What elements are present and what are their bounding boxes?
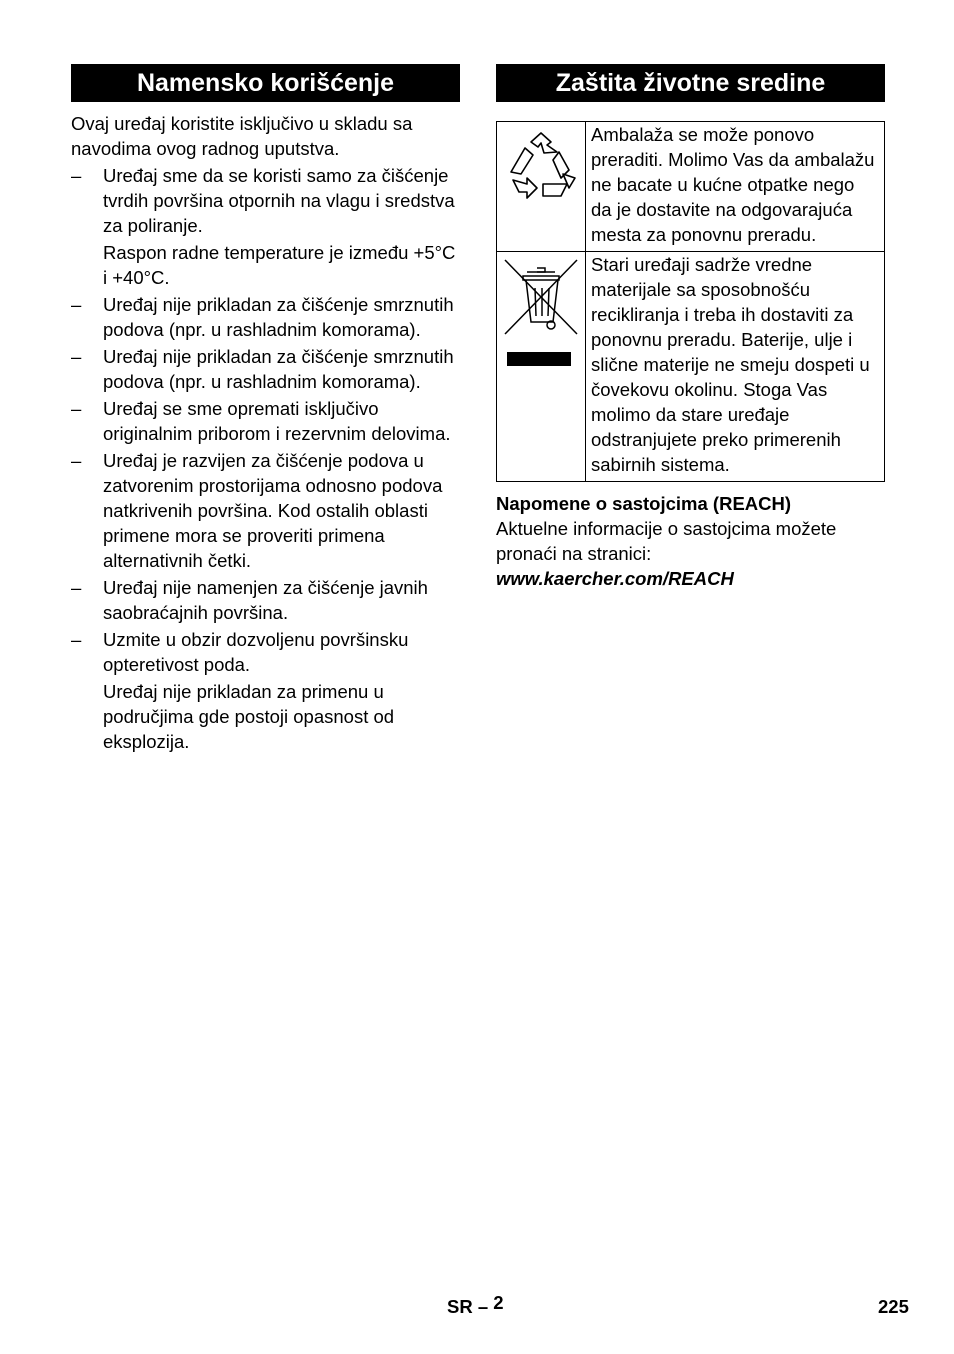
list-item — [71, 163, 460, 238]
footer-section-page: 2 — [493, 1292, 504, 1313]
list-dash: – — [71, 629, 82, 650]
intended-use-section — [71, 64, 460, 754]
list-dash: – — [71, 398, 82, 419]
footer-lang: SR — [447, 1296, 473, 1317]
intended-use-heading: Namensko korišćenje — [71, 64, 460, 102]
list-dash: – — [71, 346, 82, 367]
list-item-text: Uzmite u obzir dozvoljenu površinsku opteretivost poda. — [103, 629, 409, 675]
list-item — [71, 344, 460, 394]
footer-language — [447, 1292, 504, 1318]
list-item-note: Uređaj nije prikladan za primenu u područjima gde postoji opasnost od eksplozija. — [103, 681, 395, 752]
list-dash: – — [71, 165, 82, 186]
list-dash: – — [71, 450, 82, 471]
list-item-note: Raspon radne temperature je između +5°C i +40°C. — [103, 242, 456, 288]
table-row — [497, 122, 885, 252]
list-item-text: Uređaj nije namenjen za čišćenje javnih saobraćajnih površina. — [103, 577, 428, 623]
icon-cell — [497, 252, 586, 482]
crossed-out-wheelie-bin-icon — [497, 252, 585, 372]
list-item-text: Uređaj nije prikladan za čišćenje smrznutih podova (npr. u rashladnim komorama). — [103, 346, 454, 392]
icon-cell — [497, 122, 586, 252]
environment-table — [496, 121, 885, 482]
environment-heading: Zaštita životne sredine — [496, 64, 885, 102]
list-item — [71, 396, 460, 446]
list-item-text: Uređaj nije prikladan za čišćenje smrznutih podova (npr. u rashladnim komorama). — [103, 294, 454, 340]
table-row — [497, 252, 885, 482]
list-item — [71, 575, 460, 625]
reach-link[interactable]: www.kaercher.com/REACH — [496, 568, 734, 589]
intended-use-intro: Ovaj uređaj koristite isključivo u skladu sa navodima ovog radnog uputstva. — [71, 113, 413, 159]
page-number: 225 — [878, 1296, 909, 1317]
list-item — [71, 448, 460, 573]
list-item-text: Uređaj sme da se koristi samo za čišćenje tvrdih površina otpornih na vlagu i sredstva za poliranje. — [103, 165, 455, 236]
reach-text: Aktuelne informacije o sastojcima možete pronaći na stranici: — [496, 518, 837, 564]
list-item — [71, 292, 460, 342]
list-dash: – — [71, 294, 82, 315]
recycle-icon — [497, 122, 585, 210]
list-item-text: Uređaj je razvijen za čišćenje podova u zatvorenim prostorijama odnosno podova natkrivenih površina. Kod ostalih oblasti primene mora se proveriti primena alternativnih četki. — [103, 450, 443, 571]
recycle-text: Ambalaža se može ponovo preraditi. Molimo Vas da ambalažu ne bacate u kućne otpatke nego da je dostavite na odgovarajuća mesta za ponovnu preradu. — [586, 122, 885, 252]
list-item-text: Uređaj se sme opremati isključivo originalnim priborom i rezervnim delovima. — [103, 398, 451, 444]
list-item — [71, 627, 460, 677]
reach-title: Napomene o sastojcima (REACH) — [496, 493, 792, 514]
list-dash: – — [71, 577, 82, 598]
footer-dash: – — [477, 1296, 489, 1317]
disposal-text: Stari uređaji sadrže vredne materijale sa sposobnošću recikliranja i treba ih dostaviti za ponovnu preradu. Baterije, ulje i slične materije ne smeju dospeti u čovekovu okolinu. Stoga Vas molimo da stare uređaje odstranjujete preko primerenih sabirnih sistema. — [586, 252, 885, 482]
environment-section — [496, 64, 885, 591]
